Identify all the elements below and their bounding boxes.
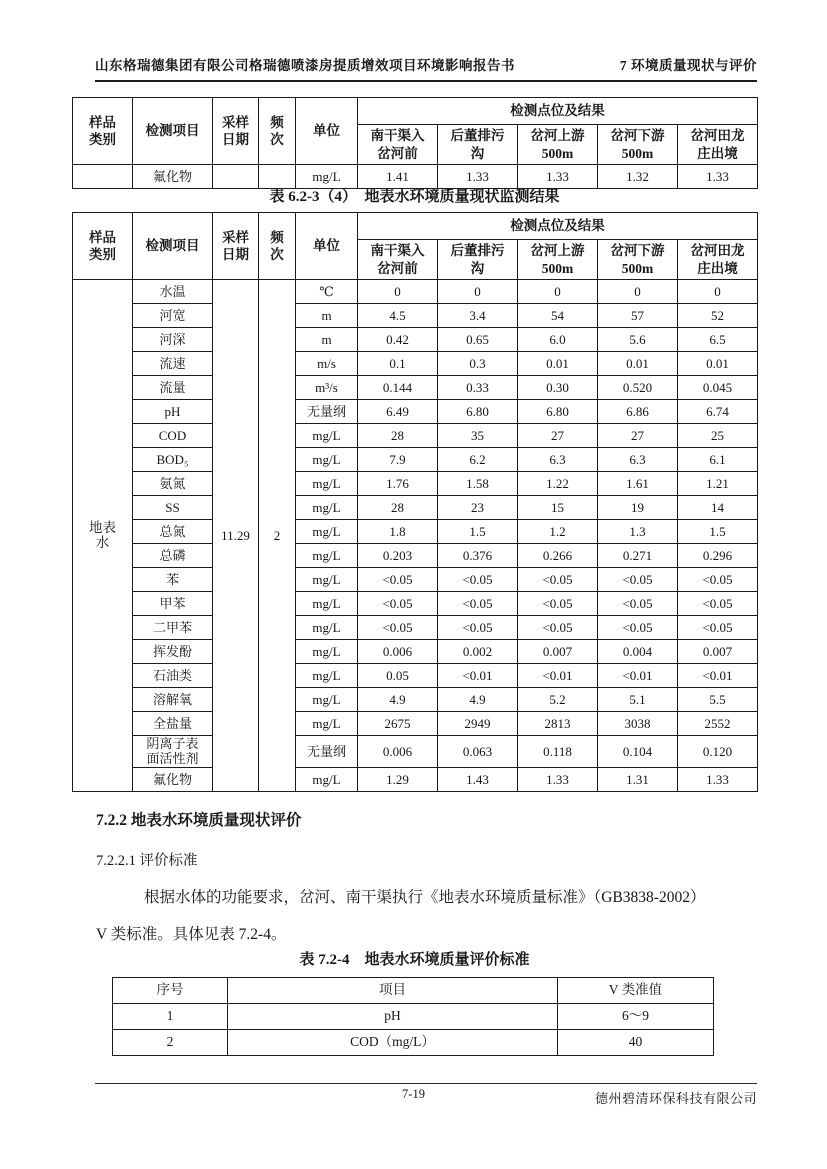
cell-value: 6.3	[598, 448, 678, 472]
cell-value: 25	[678, 424, 758, 448]
cell-item: SS	[133, 496, 213, 520]
cell-item: 阴离子表面活性剂	[133, 736, 213, 768]
cell-frequency: 2	[259, 280, 296, 792]
cell-value: 23	[438, 496, 518, 520]
cell-value: 6～9	[558, 1004, 714, 1030]
cell-value: 0.1	[358, 352, 438, 376]
cell-value: 6.49	[358, 400, 438, 424]
page-header	[95, 54, 757, 82]
cell-item: pH	[228, 1004, 558, 1030]
table-row	[73, 304, 758, 328]
cell-item: 水温	[133, 280, 213, 304]
cell-unit: mg/L	[296, 616, 358, 640]
cell-unit: m/s	[296, 352, 358, 376]
table-row	[73, 352, 758, 376]
table-row	[73, 592, 758, 616]
evaluation-standard-table	[112, 977, 714, 1056]
cell-value: 0.007	[518, 640, 598, 664]
footer-rule	[95, 1083, 757, 1084]
column-header-date: 采样日期	[213, 98, 259, 165]
cell-value: 0.104	[598, 736, 678, 768]
cell-value: 0.33	[438, 376, 518, 400]
cell-value: 52	[678, 304, 758, 328]
cell-item: 流量	[133, 376, 213, 400]
cell-value: 1.33	[438, 165, 518, 189]
cell-date: 11.29	[213, 280, 259, 792]
cell-value: 1.2	[518, 520, 598, 544]
cell-value: 0.01	[518, 352, 598, 376]
table-row	[73, 616, 758, 640]
cell-item: 全盐量	[133, 712, 213, 736]
cell-value: 1.33	[678, 767, 758, 791]
cell-value: <0.05	[598, 592, 678, 616]
table-row	[73, 448, 758, 472]
table-row	[73, 688, 758, 712]
cell-unit: m³/s	[296, 376, 358, 400]
table-row	[73, 376, 758, 400]
cell-value: 19	[598, 496, 678, 520]
cell-date	[213, 165, 259, 189]
cell-frequency	[259, 165, 296, 189]
table-row	[73, 165, 758, 189]
cell-value: 0.045	[678, 376, 758, 400]
cell-item: 河深	[133, 328, 213, 352]
cell-unit: mg/L	[296, 165, 358, 189]
table-623-caption: 表 6.2-3（4） 地表水环境质量现状监测结果	[269, 189, 560, 205]
column-header-frequency: 频次	[259, 213, 296, 280]
table-row	[73, 767, 758, 791]
cell-value: <0.05	[518, 568, 598, 592]
cell-sample-type: 地表水	[73, 280, 133, 792]
cell-item: 苯	[133, 568, 213, 592]
column-header-site-1: 南干渠入岔河前	[358, 240, 438, 280]
cell-item: BOD₅	[133, 448, 213, 472]
cell-item: 氨氮	[133, 472, 213, 496]
table-header-row	[73, 213, 758, 240]
table-row	[73, 472, 758, 496]
table-header-row	[73, 98, 758, 125]
table-row	[73, 736, 758, 768]
cell-value: <0.05	[598, 616, 678, 640]
cell-value: 3.4	[438, 304, 518, 328]
cell-value: 0.42	[358, 328, 438, 352]
table-row	[73, 496, 758, 520]
cell-value: 0.007	[678, 640, 758, 664]
column-header-no: 序号	[113, 978, 228, 1004]
cell-value: 54	[518, 304, 598, 328]
cell-value: 6.80	[438, 400, 518, 424]
column-header-site-3: 岔河上游500m	[518, 125, 598, 165]
table-row	[113, 1004, 714, 1030]
column-header-date: 采样日期	[213, 213, 259, 280]
cell-unit: 无量纲	[296, 400, 358, 424]
column-header-site-2: 后董排污沟	[438, 125, 518, 165]
cell-value: 6.86	[598, 400, 678, 424]
cell-unit: mg/L	[296, 767, 358, 791]
cell-value: 1.3	[598, 520, 678, 544]
cell-unit: mg/L	[296, 640, 358, 664]
column-header-results-group: 检测点位及结果	[358, 98, 758, 125]
cell-unit: mg/L	[296, 592, 358, 616]
water-quality-table	[72, 212, 758, 792]
cell-value: 1.33	[678, 165, 758, 189]
footer-company-name: 德州碧清环保科技有限公司	[594, 1091, 757, 1106]
cell-value: 27	[598, 424, 678, 448]
table-row	[73, 520, 758, 544]
cell-value: 6.74	[678, 400, 758, 424]
table-row	[73, 544, 758, 568]
cell-no: 2	[113, 1030, 228, 1056]
table-row	[73, 280, 758, 304]
cell-item: 溶解氧	[133, 688, 213, 712]
cell-unit: mg/L	[296, 688, 358, 712]
cell-unit: mg/L	[296, 448, 358, 472]
column-header-item: 检测项目	[133, 98, 213, 165]
cell-value: 2552	[678, 712, 758, 736]
cell-value: 6.80	[518, 400, 598, 424]
cell-value: 1.29	[358, 767, 438, 791]
column-header-unit: 单位	[296, 98, 358, 165]
cell-value: 1.43	[438, 767, 518, 791]
cell-value: <0.05	[358, 568, 438, 592]
cell-value: 57	[598, 304, 678, 328]
cell-item: 氟化物	[133, 165, 213, 189]
cell-value: 5.6	[598, 328, 678, 352]
table-row	[73, 328, 758, 352]
cell-value: <0.05	[678, 568, 758, 592]
column-header-project: 项目	[228, 978, 558, 1004]
cell-value: <0.05	[438, 592, 518, 616]
cell-value: 6.0	[518, 328, 598, 352]
cell-value: 5.5	[678, 688, 758, 712]
cell-value: 40	[558, 1030, 714, 1056]
cell-value: 28	[358, 496, 438, 520]
cell-unit: mg/L	[296, 568, 358, 592]
column-header-frequency: 频次	[259, 98, 296, 165]
cell-item: COD	[133, 424, 213, 448]
cell-item: 甲苯	[133, 592, 213, 616]
cell-unit: mg/L	[296, 520, 358, 544]
cell-value: 1.76	[358, 472, 438, 496]
body-paragraph	[96, 879, 736, 953]
cell-unit: 无量纲	[296, 736, 358, 768]
table-row	[73, 568, 758, 592]
cell-value: 35	[438, 424, 518, 448]
cell-value: 0.296	[678, 544, 758, 568]
cell-value: <0.01	[438, 664, 518, 688]
column-header-item: 检测项目	[133, 213, 213, 280]
cell-value: 1.33	[518, 767, 598, 791]
column-header-class-v-limit: V 类准值	[558, 978, 714, 1004]
paragraph-line: V 类标准。具体见表 7.2-4。	[96, 926, 287, 943]
cell-value: 2813	[518, 712, 598, 736]
cell-item: 石油类	[133, 664, 213, 688]
cell-value: <0.05	[358, 616, 438, 640]
cell-value: 1.5	[678, 520, 758, 544]
column-header-results-group: 检测点位及结果	[358, 213, 758, 240]
table-row	[73, 640, 758, 664]
cell-value: 1.61	[598, 472, 678, 496]
column-header-unit: 单位	[296, 213, 358, 280]
cell-no: 1	[113, 1004, 228, 1030]
cell-value: 0.520	[598, 376, 678, 400]
cell-value: <0.05	[678, 616, 758, 640]
table-row	[73, 712, 758, 736]
cell-item: 总磷	[133, 544, 213, 568]
cell-value: 0.3	[438, 352, 518, 376]
cell-value: 6.2	[438, 448, 518, 472]
cell-unit: m	[296, 328, 358, 352]
column-header-site-3: 岔河上游500m	[518, 240, 598, 280]
cell-value: 4.9	[358, 688, 438, 712]
cell-value: 4.5	[358, 304, 438, 328]
table-724-caption: 表 7.2-4 地表水环境质量评价标准	[299, 952, 530, 968]
cell-value: 3038	[598, 712, 678, 736]
cell-value: 15	[518, 496, 598, 520]
cell-value: 0	[438, 280, 518, 304]
cell-item: 流速	[133, 352, 213, 376]
cell-unit: mg/L	[296, 472, 358, 496]
cell-value: 0.006	[358, 736, 438, 768]
cell-value: 1.41	[358, 165, 438, 189]
cell-value: <0.05	[678, 592, 758, 616]
cell-value: 0	[678, 280, 758, 304]
cell-value: 7.9	[358, 448, 438, 472]
section-heading-722: 7.2.2 地表水环境质量现状评价	[96, 812, 302, 829]
cell-value: 0.01	[598, 352, 678, 376]
cell-value: 1.8	[358, 520, 438, 544]
cell-value: 4.9	[438, 688, 518, 712]
header-left-text: 山东格瑞德集团有限公司格瑞德喷漆房提质增效项目环境影响报告书	[95, 58, 515, 73]
column-header-site-4: 岔河下游500m	[598, 125, 678, 165]
cell-value: <0.01	[518, 664, 598, 688]
cell-value: 0	[358, 280, 438, 304]
cell-value: 0.118	[518, 736, 598, 768]
cell-value: 0.004	[598, 640, 678, 664]
cell-sample-type	[73, 165, 133, 189]
cell-value: 0.01	[678, 352, 758, 376]
cell-value: 1.31	[598, 767, 678, 791]
cell-item: COD（mg/L）	[228, 1030, 558, 1056]
table-row	[113, 1030, 714, 1056]
cell-unit: ℃	[296, 280, 358, 304]
cell-value: 1.33	[518, 165, 598, 189]
cell-value: 27	[518, 424, 598, 448]
table-row	[73, 424, 758, 448]
column-header-site-5: 岔河田龙庄出境	[678, 125, 758, 165]
page-number: 7-19	[402, 1087, 425, 1101]
cell-unit: mg/L	[296, 544, 358, 568]
table-row	[73, 664, 758, 688]
cell-value: 0.002	[438, 640, 518, 664]
cell-value: 5.2	[518, 688, 598, 712]
cell-value: 0.006	[358, 640, 438, 664]
cell-value: 2949	[438, 712, 518, 736]
cell-unit: mg/L	[296, 424, 358, 448]
section-heading-7221: 7.2.2.1 评价标准	[96, 853, 198, 869]
cell-value: 0.203	[358, 544, 438, 568]
cell-value: 1.5	[438, 520, 518, 544]
cell-item: 挥发酚	[133, 640, 213, 664]
cell-value: <0.05	[518, 616, 598, 640]
cell-value: 0.266	[518, 544, 598, 568]
cell-value: <0.05	[438, 616, 518, 640]
cell-value: 0.30	[518, 376, 598, 400]
cell-value: 0.144	[358, 376, 438, 400]
cell-value: 0.271	[598, 544, 678, 568]
column-header-sample-type: 样品类别	[73, 98, 133, 165]
cell-item: 二甲苯	[133, 616, 213, 640]
cell-value: <0.05	[358, 592, 438, 616]
table-row	[73, 400, 758, 424]
cell-value: 0	[598, 280, 678, 304]
cell-item: 氟化物	[133, 767, 213, 791]
cell-value: <0.01	[598, 664, 678, 688]
cell-value: 28	[358, 424, 438, 448]
cell-item: 总氮	[133, 520, 213, 544]
cell-value: 1.22	[518, 472, 598, 496]
column-header-site-4: 岔河下游500m	[598, 240, 678, 280]
water-quality-table-continued	[72, 97, 758, 189]
table-header-row	[113, 978, 714, 1004]
cell-value: 14	[678, 496, 758, 520]
cell-value: 0.120	[678, 736, 758, 768]
cell-item: pH	[133, 400, 213, 424]
column-header-sample-type: 样品类别	[73, 213, 133, 280]
column-header-site-2: 后董排污沟	[438, 240, 518, 280]
cell-value: 2675	[358, 712, 438, 736]
cell-value: 6.1	[678, 448, 758, 472]
cell-value: <0.01	[678, 664, 758, 688]
cell-unit: mg/L	[296, 664, 358, 688]
cell-value: <0.05	[518, 592, 598, 616]
cell-unit: m	[296, 304, 358, 328]
cell-value: <0.05	[438, 568, 518, 592]
cell-value: 0.05	[358, 664, 438, 688]
cell-value: 1.21	[678, 472, 758, 496]
paragraph-line: 根据水体的功能要求，岔河、南干渠执行《地表水环境质量标准》（GB3838-2002）	[144, 889, 706, 906]
cell-unit: mg/L	[296, 712, 358, 736]
column-header-site-1: 南干渠入岔河前	[358, 125, 438, 165]
cell-value: 5.1	[598, 688, 678, 712]
cell-value: 0	[518, 280, 598, 304]
cell-value: 1.32	[598, 165, 678, 189]
cell-value: 1.58	[438, 472, 518, 496]
cell-value: 0.063	[438, 736, 518, 768]
cell-item: 河宽	[133, 304, 213, 328]
cell-value: <0.05	[598, 568, 678, 592]
cell-value: 0.376	[438, 544, 518, 568]
cell-value: 0.65	[438, 328, 518, 352]
cell-unit: mg/L	[296, 496, 358, 520]
header-right-text: 7 环境质量现状与评价	[619, 58, 757, 73]
cell-value: 6.5	[678, 328, 758, 352]
cell-value: 6.3	[518, 448, 598, 472]
column-header-site-5: 岔河田龙庄出境	[678, 240, 758, 280]
